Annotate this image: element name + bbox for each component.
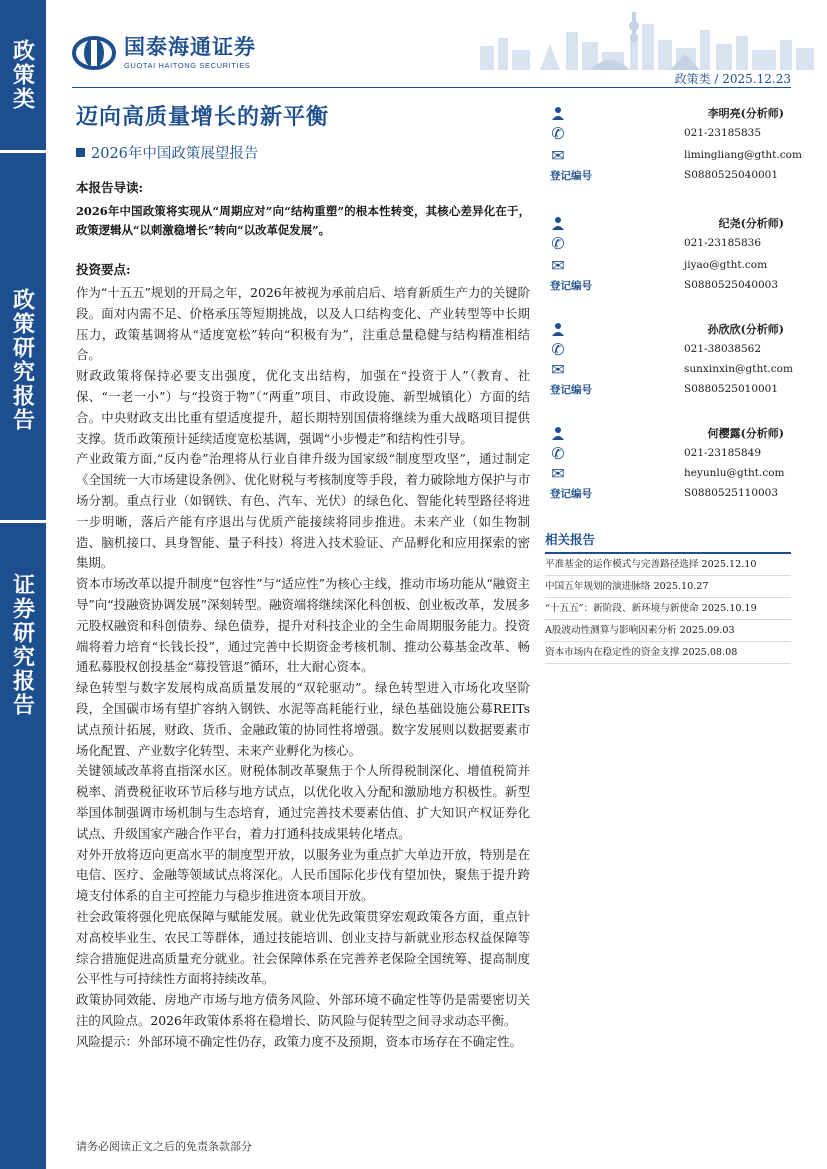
guide-text: 2026年中国政策将实现从“周期应对”向“结构重塑”的根本性转变，其核心差异化在于，政策逻辑从“以刺激稳增长”转向“以改革促发展”。	[76, 204, 530, 237]
reg-number: S0880525010001	[684, 383, 779, 395]
related-report-link[interactable]: 资本市场内在稳定性的资金支撑 2025.08.08	[545, 642, 791, 664]
person-icon	[550, 106, 566, 120]
category-date: 政策类 / 2025.12.23	[674, 72, 791, 86]
analyst-name: 何樱露(分析师)	[707, 427, 784, 440]
phone-icon: ✆	[551, 123, 565, 143]
main-content	[76, 178, 530, 1052]
reg-number: S0880525040001	[684, 169, 779, 181]
invest-paragraph: 财政政策将保持必要支出强度，优化支出结构，加强在“投资于人”（教育、社保、“一老一小”）与“投资于物”（“两重”项目、市政设施、新型城镇化）方面的结合。中央财政支出比重有望适度提升，超长期特别国债将继续为重大战略项目提供支撑。货币政策预计延续适度宽松基调，强调“小步慢走”和结构性引导。	[76, 368, 530, 446]
analyst-name: 纪尧(分析师)	[718, 217, 784, 230]
reg-label: 登记编号	[550, 487, 592, 500]
related-reports-heading: 相关报告	[545, 530, 791, 554]
analyst-card	[550, 100, 802, 195]
side-divider	[0, 520, 46, 523]
related-report-link[interactable]: “十五五”：新阶段、新环境与新使命 2025.10.19	[545, 598, 791, 620]
phone-icon: ✆	[551, 443, 565, 463]
person-icon	[550, 216, 566, 230]
invest-paragraph: 对外开放将迈向更高水平的制度型开放，以服务业为重点扩大单边开放，特别是在电信、医疗、金融等领域试点将深化。人民币国际化步伐有望加快，聚焦于提升跨境支付体系的自主可控能力与稳步推进资本项目开放。	[76, 846, 530, 904]
invest-paragraph: 政策协同效能、房地产市场与地方债务风险、外部环境不确定性等仍是需要密切关注的风险点。2026年政策体系将在稳增长、防风险与促转型之间寻求动态平衡。	[76, 992, 530, 1028]
side-divider	[0, 150, 46, 153]
mail-icon: ✉	[551, 359, 565, 379]
invest-paragraph: 绿色转型与数字发展构成高质量发展的“双轮驱动”。绿色转型进入市场化攻坚阶段，全国碳市场有望扩容纳入钢铁、水泥等高耗能行业，绿色基础设施公募REITs试点预计拓展，财政、货币、金融政策的协同性将增强。数字发展则以数据要素市场化配置、产业数字化转型、未来产业孵化为核心。	[76, 680, 530, 758]
report-title: 迈向高质量增长的新平衡	[76, 104, 330, 130]
analyst-email[interactable]: heyunlu@gtht.com	[684, 467, 785, 479]
brand-name-en: GUOTAI HAITONG SECURITIES	[124, 60, 251, 70]
risk-warning: 风险提示：外部环境不确定性仍存，政策力度不及预期，资本市场存在不确定性。	[76, 1033, 523, 1049]
related-report-link[interactable]: 中国五年规划的演进脉络 2025.10.27	[545, 576, 791, 598]
analyst-phone: 021-23185849	[684, 447, 762, 459]
analyst-phone: 021-23185836	[684, 237, 762, 249]
analyst-email[interactable]: limingliang@gtht.com	[684, 149, 802, 161]
invest-heading: 投资要点:	[76, 262, 131, 277]
analyst-card	[550, 420, 790, 515]
disclaimer-note: 请务必阅读正文之后的免责条款部分	[76, 1140, 252, 1153]
reg-number: S0880525110003	[684, 487, 779, 499]
guide-heading: 本报告导读:	[76, 180, 144, 195]
analyst-card	[550, 316, 793, 411]
reg-label: 登记编号	[550, 279, 592, 292]
person-icon	[550, 426, 566, 440]
related-report-link[interactable]: A股波动性测算与影响因素分析 2025.09.03	[545, 620, 791, 642]
side-label-category: 政策类	[9, 39, 36, 111]
related-reports	[545, 530, 791, 664]
reg-label: 登记编号	[550, 383, 592, 396]
analyst-card	[550, 210, 790, 305]
analyst-phone: 021-38038562	[684, 343, 762, 355]
invest-paragraph: 资本市场改革以提升制度“包容性”与“适应性”为核心主线，推动市场功能从“融资主导”向“投融资协调发展”深刻转型。融资端将继续深化科创板、创业板改革，发展多元股权融资和科创债券、绿色债券，提升对科技企业的全生命周期服务能力。投资端将着力培育“长钱长投”，通过完善中长期资金考核机制、推动公募基金改革、畅通私募股权创投基金“募投管退”循环，壮大耐心资本。	[76, 576, 530, 675]
reg-number: S0880525040003	[684, 279, 779, 291]
invest-paragraph: 作为“十五五”规划的开局之年，2026年被视为承前启后、培育新质生产力的关键阶段。面对内需不足、价格承压等短期挑战，以及人口结构变化、产业转型等中长期压力，政策基调将从“适度宽松”转向“积极有为”，注重总量稳健与结构精准相结合。	[76, 285, 530, 363]
analyst-email[interactable]: jiyao@gtht.com	[684, 259, 768, 271]
related-report-link[interactable]: 平准基金的运作模式与完善路径选择 2025.12.10	[545, 554, 791, 576]
square-bullet-icon	[76, 148, 85, 157]
person-icon	[550, 322, 566, 336]
mail-icon: ✉	[551, 145, 565, 165]
mail-icon: ✉	[551, 463, 565, 483]
side-label-securities: 证券研究报告	[9, 573, 36, 717]
side-label-report-type: 政策研究报告	[9, 288, 36, 432]
phone-icon: ✆	[551, 339, 565, 359]
reg-label: 登记编号	[550, 169, 592, 182]
mail-icon: ✉	[551, 255, 565, 275]
analyst-name: 孙欣欣(分析师)	[707, 323, 784, 336]
analyst-name: 李明亮(分析师)	[707, 107, 784, 120]
report-subtitle: 2026年中国政策展望报告	[76, 142, 258, 163]
invest-paragraph: 产业政策方面,“反内卷”治理将从行业自律升级为国家级“制度型攻坚”，通过制定《全国统一大市场建设条例》、优化财税与考核制度等手段，着力破除地方保护与市场分割。重点行业（如钢铁、有色、汽车、光伏）的绿色化、智能化转型路径将进一步明晰，落后产能有序退出与优质产能接续将同步推进。未来产业（如生物制造、脑机接口、具身智能、量子科技）将进入技术验证、产品孵化和应用探索的密集期。	[76, 451, 530, 571]
invest-paragraph: 社会政策将强化兜底保障与赋能发展。就业优先政策贯穿宏观政策各方面，重点针对高校毕业生、农民工等群体，通过技能培训、创业支持与新就业形态权益保障等综合措施促进高质量充分就业。社会保障体系在完善养老保险全国统筹、提高制度公平性与可持续性方面将持续改革。	[76, 908, 530, 987]
invest-paragraph: 关键领域改革将直指深水区。财税体制改革聚焦于个人所得税制深化、增值税简并税率、消费税征收环节后移与地方试点，以优化收入分配和激励地方积极性。新型举国体制强调市场机制与生态培育，通过完善技术要素估值、扩大知识产权证券化试点、升级国家产融合作平台，着力打通科技成果转化堵点。	[76, 763, 530, 841]
brand-name-cn: 国泰海通证券	[124, 34, 256, 59]
logo-mark-icon	[72, 36, 116, 70]
analyst-email[interactable]: sunxinxin@gtht.com	[684, 363, 793, 375]
brand-logo	[72, 36, 256, 70]
city-skyline-icon	[470, 4, 820, 70]
header-rule	[72, 87, 791, 88]
phone-icon: ✆	[551, 233, 565, 253]
analyst-phone: 021-23185835	[684, 127, 762, 139]
